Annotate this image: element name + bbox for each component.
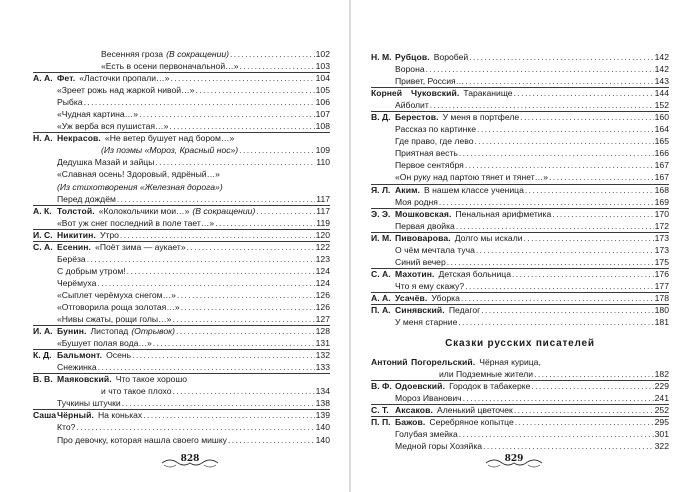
- toc-entry: [33, 241, 330, 253]
- entry-title: У меня старние: [395, 317, 458, 328]
- entry-title: Кто?: [57, 422, 76, 433]
- toc-entry: [33, 385, 330, 397]
- entry-title: У меня в портфеле: [442, 112, 520, 123]
- page-number: 124: [315, 265, 330, 276]
- toc-entry: [371, 75, 669, 87]
- dot-leader: [181, 301, 315, 313]
- toc-entry: [33, 289, 330, 301]
- toc-entry: [33, 84, 330, 96]
- dot-leader: [458, 316, 653, 328]
- toc-entry: [371, 87, 669, 99]
- dot-leader: [447, 256, 654, 268]
- author-name: Некрасов.: [57, 133, 101, 144]
- entry-title: На коньках: [97, 410, 143, 421]
- author-initials: В. Д.: [371, 112, 391, 123]
- entry-title: Медной горы Хозяйка: [395, 441, 483, 452]
- toc-entry: [371, 196, 669, 208]
- author-name: Погорельский.: [411, 357, 476, 368]
- entry-title: Ворона: [395, 64, 425, 75]
- page-number: 164: [654, 124, 669, 135]
- page-number: 176: [654, 268, 669, 279]
- dot-leader: [170, 72, 314, 84]
- toc-entry: [371, 63, 669, 75]
- right-table-of-contents: [371, 51, 669, 452]
- page-number: 104: [315, 73, 330, 84]
- toc-entry: [33, 120, 330, 132]
- dot-leader: [195, 84, 314, 96]
- page-number: 132: [315, 350, 330, 361]
- page-number: 301: [654, 429, 669, 440]
- entry-title: Тучкины штучки: [57, 398, 121, 409]
- entry-title: Весенняя гроза: [101, 49, 164, 59]
- entry-title: Осень: [106, 350, 132, 361]
- page-number: 169: [654, 196, 669, 207]
- page-number: 173: [654, 244, 669, 255]
- dot-leader: [461, 292, 654, 304]
- page-number: 229: [654, 381, 669, 392]
- toc-entry: [33, 434, 330, 446]
- author-initials: Корней: [371, 88, 402, 99]
- toc-entry: [371, 184, 669, 196]
- page-number: 181: [654, 317, 669, 328]
- page-number: 182: [654, 369, 669, 380]
- left-folio-number: 828: [180, 454, 200, 464]
- page-number: 109: [315, 145, 330, 156]
- toc-entry: [371, 368, 669, 380]
- toc-entry: [33, 277, 330, 289]
- page-number: 177: [654, 280, 669, 291]
- author-initials: В. В.: [33, 374, 53, 385]
- entry-subtitle: (В сокращении): [192, 205, 256, 216]
- entry-title: Педагог: [448, 304, 481, 315]
- page-number: 126: [315, 301, 330, 312]
- toc-entry: [33, 301, 330, 313]
- toc-entry: [33, 361, 330, 373]
- dot-leader: [187, 241, 315, 253]
- author-initials: Н. А.: [33, 133, 53, 144]
- toc-entry: [371, 111, 669, 123]
- page-number: 180: [654, 304, 669, 315]
- dot-leader: [230, 48, 315, 60]
- author-initials: Саша: [33, 410, 57, 421]
- entry-subtitle: (Из поэмы «Мороз, Красный нос»): [101, 145, 239, 156]
- toc-entry: [33, 397, 330, 409]
- page-number: 142: [654, 52, 669, 62]
- book-spine: [349, 0, 351, 492]
- toc-entry: [33, 72, 330, 84]
- toc-entry: [33, 193, 330, 205]
- toc-entry: [371, 316, 669, 328]
- dot-leader: [549, 171, 654, 183]
- page-number: 131: [315, 338, 330, 349]
- toc-entry: [33, 349, 330, 361]
- toc-entry: [33, 181, 330, 193]
- author-initials: С. А.: [33, 241, 53, 252]
- dot-leader: [84, 96, 315, 108]
- page-number: 170: [654, 208, 669, 219]
- author-name: Одоевский.: [395, 381, 446, 392]
- dot-leader: [465, 75, 653, 87]
- toc-entry: [371, 147, 669, 159]
- toc-entry: [371, 392, 669, 404]
- author-name: Маяковский.: [57, 374, 112, 385]
- entry-title: Дедушка Мазай и зайцы: [57, 157, 155, 168]
- author-initials: Я. Л.: [371, 184, 391, 195]
- page-number: 110: [316, 157, 330, 168]
- entry-title: Снежинка: [57, 362, 97, 373]
- toc-entry: [33, 156, 330, 168]
- dot-leader: [87, 253, 315, 265]
- author-name: Аксаков.: [395, 405, 433, 416]
- dot-leader: [465, 280, 653, 292]
- entry-title: Рассказ по картинке: [395, 124, 477, 135]
- author-initials: В. Ф.: [371, 381, 392, 392]
- entry-title: «Бушует полая вода…»: [57, 338, 152, 349]
- page-number: 160: [654, 112, 669, 123]
- page-number: 168: [654, 184, 669, 195]
- dot-leader: [176, 325, 315, 337]
- author-initials: Антоний: [371, 357, 408, 368]
- author-initials: А. А.: [371, 292, 391, 303]
- author-name: Чуковский.: [411, 88, 460, 99]
- dot-leader: [122, 397, 315, 409]
- page-number: 117: [316, 205, 330, 216]
- page-number: 295: [654, 417, 669, 428]
- entry-title: Голубая змейка: [395, 429, 458, 440]
- author-initials: А. К.: [33, 205, 52, 216]
- dot-leader: [153, 337, 315, 349]
- author-name: Есенин.: [57, 241, 92, 252]
- author-name: Бажов.: [395, 417, 426, 428]
- dot-leader: [531, 380, 653, 392]
- toc-entry: [371, 356, 669, 368]
- page-number: 173: [654, 232, 669, 243]
- dot-leader: [426, 63, 654, 75]
- entry-title: В нашем классе ученица: [424, 184, 524, 195]
- entry-subtitle: (В сокращении): [166, 49, 230, 59]
- author-name: Фет.: [57, 73, 76, 84]
- entry-title: Утро: [99, 229, 119, 240]
- section-title: Сказки русских писателей: [445, 338, 595, 350]
- toc-entry: [33, 421, 330, 433]
- page-number: 126: [315, 289, 330, 300]
- entry-title: «Отговорила роща золотая…»: [57, 301, 180, 312]
- entry-title: Чёрная курица,: [479, 357, 541, 368]
- toc-entry: [33, 205, 330, 217]
- dot-leader: [215, 217, 315, 229]
- entry-title: Тараканище: [463, 88, 513, 99]
- entry-title: С добрым утром!: [57, 265, 126, 276]
- entry-subtitle: (Отрывок): [131, 326, 176, 337]
- dot-leader: [143, 409, 314, 421]
- entry-title: О чём мечтала туча: [395, 244, 475, 255]
- dot-leader: [463, 392, 654, 404]
- author-initials: Э. Э.: [371, 208, 391, 219]
- toc-entry: [33, 229, 330, 241]
- page-number: 108: [315, 121, 330, 132]
- author-name: Мошковская.: [395, 208, 452, 219]
- left-table-of-contents: [33, 48, 330, 446]
- toc-entry: [371, 159, 669, 171]
- toc-entry: [371, 220, 669, 232]
- dot-leader: [430, 99, 654, 111]
- toc-entry: [33, 265, 330, 277]
- dot-leader: [132, 349, 315, 361]
- toc-entry: [33, 409, 330, 421]
- entry-title: «Не ветер бушует над бором…»: [104, 133, 235, 144]
- toc-entry: [33, 253, 330, 265]
- dot-leader: [228, 434, 315, 446]
- toc-entry: [371, 268, 669, 280]
- page-number: 123: [315, 253, 330, 264]
- toc-entry: [371, 51, 669, 63]
- dot-leader: [459, 147, 654, 159]
- dot-leader: [98, 361, 315, 373]
- page-number: 124: [315, 277, 330, 288]
- toc-entry: [371, 171, 669, 183]
- dot-leader: [240, 60, 315, 72]
- dot-leader: [524, 232, 654, 244]
- right-page-number: [484, 450, 544, 474]
- page-number: 252: [654, 405, 669, 416]
- author-name: Рубцов.: [395, 52, 430, 62]
- entry-title: Первое сентября: [395, 160, 464, 171]
- page-number: 165: [654, 136, 669, 147]
- author-name: Бальмонт.: [57, 350, 103, 361]
- entry-title: «Он руку над партою тянет и тянет…»: [395, 172, 548, 183]
- page-number: 166: [654, 148, 669, 159]
- dot-leader: [127, 265, 315, 277]
- page-number: 134: [315, 386, 330, 397]
- page-number: 167: [654, 172, 669, 183]
- page-number: 117: [316, 193, 330, 204]
- author-name: Никитин.: [57, 229, 96, 240]
- toc-entry: [371, 428, 669, 440]
- dot-leader: [525, 184, 654, 196]
- dot-leader: [169, 120, 314, 132]
- entry-title: Долго мы искали: [454, 232, 523, 243]
- author-initials: П. П.: [371, 417, 391, 428]
- dot-leader: [97, 277, 314, 289]
- entry-title: Айболит: [395, 100, 429, 111]
- entry-title: Синий вечер: [395, 256, 446, 267]
- toc-entry: [33, 60, 330, 72]
- author-name: Чёрный.: [57, 410, 94, 421]
- toc-entry: [33, 325, 330, 337]
- entry-title: Мороз Иванович: [395, 393, 462, 404]
- dot-leader: [239, 144, 314, 156]
- dot-leader: [139, 108, 315, 120]
- toc-entry: [33, 313, 330, 325]
- page-number: 106: [315, 97, 330, 108]
- dot-leader: [456, 220, 654, 232]
- dot-leader: [474, 135, 653, 147]
- entry-title: Аленький цветочек: [436, 405, 513, 416]
- dot-leader: [459, 428, 654, 440]
- page-number: 178: [654, 292, 669, 303]
- dot-leader: [172, 313, 314, 325]
- entry-title: Черёмуха: [57, 277, 97, 288]
- page-number: 127: [315, 314, 330, 325]
- entry-title: «Славная осень! Здоровый, ядрёный…»: [57, 169, 220, 180]
- author-name: Усачёв.: [395, 292, 428, 303]
- entry-title: Перед дождём: [57, 193, 116, 204]
- entry-title: Берёза: [57, 253, 86, 264]
- entry-title: «Есть в осени первоначальной…»: [101, 61, 239, 72]
- toc-entry: [371, 244, 669, 256]
- page-number: 133: [315, 362, 330, 373]
- toc-entry: [371, 416, 669, 428]
- entry-title: Пенальная арифметика: [455, 208, 552, 219]
- author-initials: И. А.: [33, 326, 53, 337]
- page-number: 128: [315, 326, 330, 337]
- author-initials: И. С.: [33, 229, 53, 240]
- page-number: 105: [315, 85, 330, 96]
- dot-leader: [515, 416, 654, 428]
- page-number: 322: [654, 441, 669, 452]
- entry-title: Листопад: [90, 326, 129, 337]
- entry-title: Городок в табакерке: [449, 381, 531, 392]
- entry-title: «Нивы сжаты, рощи голы…»: [57, 314, 172, 325]
- entry-title: Привет, Россия…: [395, 76, 465, 87]
- entry-title: «Ласточки пропали…»: [79, 73, 170, 84]
- toc-entry: [33, 96, 330, 108]
- page-number: 142: [654, 64, 669, 75]
- page-number: 152: [654, 100, 669, 111]
- toc-entry: [371, 404, 669, 416]
- page-number: 102: [315, 49, 330, 59]
- page-number: 120: [315, 229, 330, 240]
- toc-entry: [371, 99, 669, 111]
- page-number: 140: [315, 434, 330, 445]
- author-initials: С. Т.: [371, 405, 389, 416]
- author-name: Бунин.: [57, 326, 87, 337]
- entry-title: «Уж верба вся пушистая…»: [57, 121, 169, 132]
- page-number: 119: [316, 217, 330, 228]
- page-number: 138: [315, 398, 330, 409]
- dot-leader: [520, 111, 653, 123]
- author-initials: Н. М.: [371, 52, 392, 62]
- author-initials: П. А.: [371, 304, 391, 315]
- page-number: 107: [315, 109, 330, 120]
- dot-leader: [465, 159, 654, 171]
- entry-title: Детская больница: [438, 268, 511, 279]
- entry-title: «Вот уж снег последний в поле тает…»: [57, 217, 215, 228]
- dot-leader: [477, 123, 654, 135]
- entry-title: Первая двойка: [395, 220, 455, 231]
- entry-title: Рыбка: [57, 97, 83, 108]
- dot-leader: [256, 205, 315, 217]
- entry-title: Уборка: [431, 292, 460, 303]
- entry-title: Что такое хорошо: [115, 374, 188, 385]
- author-name: Пивоварова.: [395, 232, 451, 243]
- entry-subtitle: (Из стихотворения «Железная дорога»): [57, 181, 223, 192]
- toc-entry: [33, 132, 330, 144]
- author-initials: А. А.: [33, 73, 53, 84]
- left-page-number: [160, 450, 220, 474]
- toc-entry: [33, 217, 330, 229]
- page-number: 144: [654, 88, 669, 99]
- toc-entry: [371, 123, 669, 135]
- toc-entry: [371, 304, 669, 316]
- toc-entry: [33, 373, 330, 385]
- dot-leader: [173, 385, 315, 397]
- toc-entry: [371, 232, 669, 244]
- dot-leader: [514, 87, 654, 99]
- page-number: 175: [654, 256, 669, 267]
- entry-title: Воробей: [433, 52, 469, 62]
- page-number: 139: [315, 410, 330, 421]
- entry-title: Где право, где лево: [395, 136, 474, 147]
- dot-leader: [439, 196, 654, 208]
- entry-title: «Чудная картина…»: [57, 109, 139, 120]
- page-number: 167: [654, 160, 669, 171]
- dot-leader: [155, 156, 315, 168]
- right-folio-number: 829: [504, 454, 524, 464]
- entry-title: или Подземные жители: [439, 369, 534, 380]
- dot-leader: [120, 229, 315, 241]
- dot-leader: [481, 304, 653, 316]
- dot-leader: [476, 244, 654, 256]
- dot-leader: [534, 368, 654, 380]
- page-number: 241: [654, 393, 669, 404]
- dot-leader: [177, 289, 315, 301]
- author-name: Махотин.: [395, 268, 435, 279]
- toc-entry: [371, 208, 669, 220]
- author-name: Берестов.: [395, 112, 439, 123]
- entry-title: Что я ему скажу?: [395, 280, 465, 291]
- toc-entry: [33, 48, 330, 60]
- author-name: Синявский.: [395, 304, 445, 315]
- entry-title: «Колокольчики мои…»: [98, 205, 190, 216]
- author-initials: И. М.: [371, 232, 392, 243]
- page-number: 172: [654, 220, 669, 231]
- toc-entry: [371, 135, 669, 147]
- dot-leader: [469, 51, 653, 63]
- dot-leader: [76, 421, 314, 433]
- page-number: 143: [654, 76, 669, 87]
- dot-leader: [117, 193, 315, 205]
- entry-title: Приятная весть: [395, 148, 458, 159]
- toc-entry: [371, 256, 669, 268]
- toc-entry: [371, 380, 669, 392]
- author-name: Толстой.: [57, 205, 95, 216]
- author-initials: С. А.: [371, 268, 391, 279]
- entry-title: «Поёт зима — аукает»: [95, 241, 186, 252]
- toc-entry: [33, 108, 330, 120]
- toc-entry: [371, 292, 669, 304]
- entry-title: «Зреет рожь над жаркой нивой…»: [57, 85, 195, 96]
- toc-entry: [33, 337, 330, 349]
- entry-title: Моя родня: [395, 196, 438, 207]
- author-name: Аким.: [395, 184, 421, 195]
- dot-leader: [552, 208, 653, 220]
- page-number: 122: [315, 241, 330, 252]
- page-number: 103: [315, 61, 330, 72]
- dot-leader: [514, 404, 654, 416]
- entry-title: Серебряное копытце: [429, 417, 514, 428]
- toc-entry: [33, 144, 330, 156]
- entry-title: и что такое плохо: [101, 386, 172, 397]
- entry-title: Про девочку, которая нашла своего мишку: [57, 434, 227, 445]
- toc-entry: [371, 280, 669, 292]
- author-initials: К. Д.: [33, 350, 52, 361]
- dot-leader: [512, 268, 654, 280]
- toc-entry: [33, 168, 330, 180]
- page-number: 140: [315, 422, 330, 433]
- entry-title: «Сыплет черёмуха снегом…»: [57, 289, 176, 300]
